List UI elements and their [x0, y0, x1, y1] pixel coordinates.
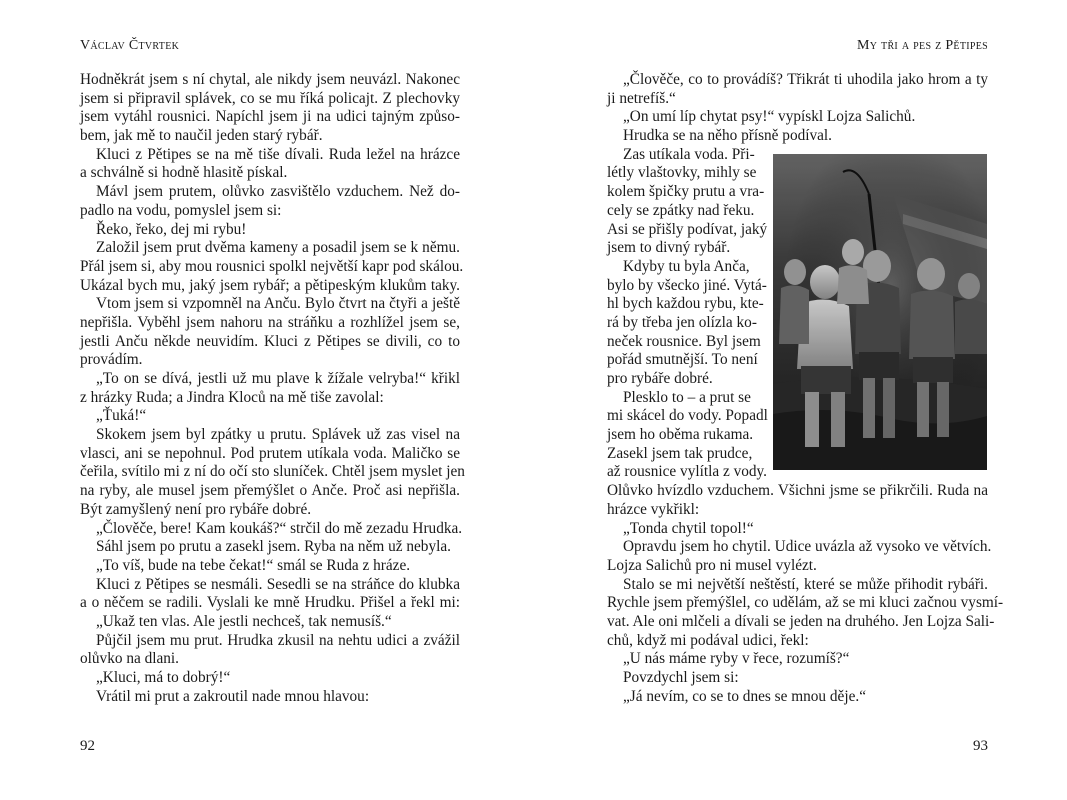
text-line: „Ťuká!“: [96, 407, 147, 425]
text-line: z hrázky Ruda; a Jindra Kloců na mě tiše zavolal:: [80, 388, 384, 406]
page-number-right: 93: [973, 738, 988, 754]
text-line: „U nás máme ryby v řece, rozumíš?“: [623, 650, 850, 668]
running-head-author: Václav Čtvrtek: [80, 38, 180, 53]
text-line: padlo na vodu, pomyslel jsem si:: [80, 201, 282, 219]
text-line: vat. Ale oni mlčeli a dívali se jeden na druhého. Jen Lojza Sali-: [607, 612, 995, 630]
text-line: Povzdychl jsem si:: [623, 669, 739, 686]
text-line: nepřišla. Vyběhl jsem nahoru na stráňku a rozhlížel jsem se,: [80, 313, 460, 331]
text-line: jsem vytáhl rousnici. Napíchl jsem ji na udici tajným způso-: [80, 108, 460, 126]
running-head-title: My tři a pes z Pětipes: [856, 38, 988, 53]
text-line: Mávl jsem prutem, olůvko zasvištělo vzduchem. Než do-: [96, 183, 460, 201]
text-line: Plesklo to – a prut se: [623, 388, 751, 406]
boys-fishing-photo: [773, 154, 987, 470]
text-line: Lojza Salichů pro ni musel vylézt.: [607, 556, 817, 574]
text-line: kolem špičky prutu a vra-: [607, 183, 765, 201]
text-line: Sáhl jsem po prutu a zasekl jsem. Ryba na něm už nebyla.: [96, 538, 451, 556]
text-line: pořád smutnější. To není: [607, 351, 758, 369]
text-line: cely se zpátky nad řeku.: [607, 201, 755, 219]
text-line: na ryby, ale musel jsem přemýšlet o Anče. Proč asi nepřišla.: [80, 482, 460, 500]
text-line: Hodněkrát jsem s ní chytal, ale nikdy jsem neuvázl. Nakonec: [80, 71, 460, 88]
text-line: Rychle jsem přemýšlel, co udělám, až se mi kluci začnou vysmí-: [607, 594, 1004, 612]
text-line: Přál jsem si, aby mou rousnici spolkl největší kapr pod skálou.: [80, 257, 464, 275]
text-line: Kluci z Pětipes se na mě tiše dívali. Ruda ležel na hrázce: [96, 145, 460, 163]
text-line: hl bych každou rybu, kte-: [607, 295, 764, 313]
text-line: Hrudka se na něho přísně podíval.: [623, 127, 833, 145]
text-line: Skokem jsem byl zpátky u prutu. Splávek už zas visel na: [96, 426, 460, 444]
text-line: Vrátil mi prut a zakroutil nade mnou hlavou:: [96, 687, 370, 705]
text-line: bem, jak mě to naučil jeden starý rybář.: [80, 127, 323, 145]
text-line: neček rousnice. Byl jsem: [607, 332, 761, 350]
text-line: a o něčem se radili. Vyslali ke mně Hrudku. Přišel a řekl mi:: [80, 594, 460, 612]
text-line: „Ukaž ten vlas. Ale jestli nechceš, tak nemusíš.“: [96, 612, 392, 630]
text-line: jsem si připravil splávek, co se mu říká policajt. Z plechovky: [80, 89, 460, 107]
text-line: čeřila, svítilo mi z ní do očí sto sluníček. Chtěl jsem myslet jen: [80, 463, 465, 481]
text-line: Opravdu jsem ho chytil. Udice uvázla až vysoko ve větvích.: [623, 538, 992, 556]
text-line: chů, když mi podával udici, řekl:: [607, 631, 809, 649]
text-line: „Člověče, bere! Kam koukáš?“ strčil do mě zezadu Hrudka.: [96, 519, 463, 537]
text-line: Stalo se mi největší neštěstí, které se může přihodit rybáři.: [623, 575, 988, 593]
text-line: ji netrefíš.“: [607, 89, 676, 107]
page-number-left: 92: [80, 738, 95, 754]
text-line: mi skácel do vody. Popadl: [607, 407, 768, 425]
text-line: Kdyby tu byla Anča,: [623, 257, 750, 275]
text-column-left: [80, 71, 465, 706]
text-line: Ukázal bych mu, jaký jsem rybář; a pětipeským klukům taky.: [80, 276, 460, 294]
text-line: „To víš, bude na tebe čekat!“ smál se Ruda z hráze.: [96, 556, 411, 574]
text-line: „On umí líp chytat psy!“ vypískl Lojza Salichů.: [623, 108, 916, 126]
text-line: „Člověče, co to provádíš? Třikrát ti uhodila jako hrom a ty: [623, 71, 988, 88]
text-line: Zasekl jsem tak prudce,: [607, 444, 753, 462]
text-line: rá by třeba jen olízla ko-: [607, 313, 757, 331]
text-line: jestli Anču někde neuvidím. Kluci z Pětipes se divili, co to: [80, 332, 460, 350]
text-line: „Já nevím, co se to dnes se mnou děje.“: [623, 687, 866, 705]
text-line: Olůvko hvízdlo vzduchem. Všichni jsme se přikrčili. Ruda na: [607, 482, 988, 500]
text-line: jsem to divný rybář.: [607, 239, 731, 257]
text-line: létly vlaštovky, mihly se: [607, 164, 757, 182]
text-line: Být zamyšlený není pro rybáře dobré.: [80, 500, 312, 518]
text-line: a schválně si hodně hlasitě pískal.: [80, 164, 288, 182]
text-line: Vtom jsem si vzpomněl na Anču. Bylo čtvrt na čtyři a ještě: [96, 295, 460, 313]
text-line: až rousnice vylítla z vody.: [607, 463, 767, 481]
text-line: olůvko na dlani.: [80, 650, 179, 668]
text-line: vlasci, ani se nepohnul. Pod prutem utíkala voda. Maličko se: [80, 444, 460, 462]
text-line: bylo by všecko jiné. Vytá-: [607, 276, 767, 294]
text-line: Zas utíkala voda. Při-: [623, 145, 755, 163]
text-line: hrázce vykřikl:: [607, 500, 700, 518]
text-line: Asi se přišly podívat, jaký: [607, 220, 768, 238]
text-line: pro rybáře dobré.: [607, 370, 713, 387]
left-page: [0, 0, 533, 800]
photo-image: [773, 154, 987, 470]
text-line: provádím.: [80, 351, 143, 369]
text-line: Založil jsem prut dvěma kameny a posadil jsem se k němu.: [96, 239, 460, 257]
text-line: „Kluci, má to dobrý!“: [96, 669, 231, 686]
text-line: Kluci z Pětipes se nesmáli. Sesedli se na stráňce do klubka: [96, 575, 460, 593]
text-line: Řeko, řeko, dej mi rybu!: [96, 220, 247, 238]
text-line: „To on se dívá, jestli už mu plave k žížale velryba!“ křikl: [96, 370, 460, 387]
text-line: Půjčil jsem mu prut. Hrudka zkusil na nehtu udici a zvážil: [96, 631, 460, 649]
right-page: [533, 0, 1067, 800]
text-line: „Tonda chytil topol!“: [623, 519, 754, 537]
text-line: jsem ho oběma rukama.: [607, 426, 754, 444]
